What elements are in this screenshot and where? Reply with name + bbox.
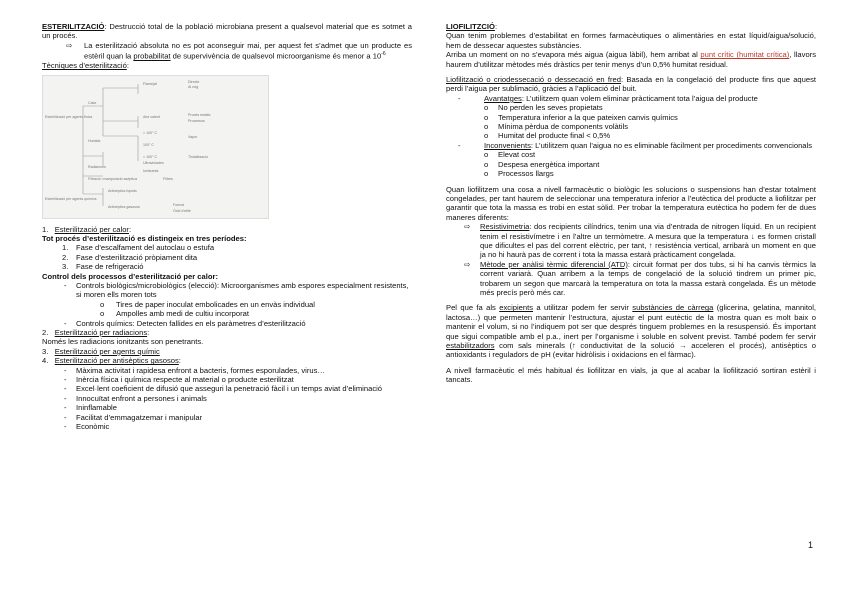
- circle-bullet-icon: o: [484, 169, 489, 179]
- page-number: 1: [808, 540, 814, 550]
- excipients-link[interactable]: excipients: [499, 303, 534, 313]
- advantage-item: o Humitat del producte final < 0,5%: [484, 131, 611, 141]
- control-heading: Control dels processos d’esterilització per calor:: [42, 271, 218, 281]
- drawback-item: o Despesa energètica important: [484, 159, 600, 169]
- circle-bullet-icon: o: [484, 131, 489, 141]
- figure-label: Directe: [188, 79, 200, 84]
- circle-bullet-icon: o: [484, 112, 489, 122]
- advantage-item: o Temperatura inferior a la que pateixen canvis químics: [484, 112, 678, 122]
- figure-label: Esterilització per agents físics: [45, 114, 93, 119]
- left-column: [42, 22, 412, 432]
- heat-intro: Tot procés d’esterilització es distingeix en tres períodes:: [42, 233, 247, 243]
- chemical-heading: 3. Esterilització per agents químic: [42, 346, 160, 356]
- figure-label: Calor: [88, 100, 97, 105]
- advantages-heading: - Avantatges: L’utilitzem quan volem eliminar pràcticament tota l’aigua del producte: [458, 93, 758, 103]
- figure-label: Antisèptics líquids: [108, 188, 137, 193]
- control-chem: - Controls químics: Detecten fallides en els paràmetres d’esterilització: [64, 318, 306, 328]
- figure-label: Radiacions: [88, 164, 106, 169]
- figure-label: Òxid d’etilè: [173, 208, 191, 213]
- method-resistivimetry: ⇨ Resistivimetria: dos recipients cilíndrics, tenim una via d’entrada de nitrogen líquid. En un recipient tenim el resistivímetre i en l’altre un termòmetre. A mesura que la temperatura ↓ es formen cristall que dificultes el pas del corrent elèctric, per tant, ↑ resistència vertical, arribarà un moment en que ja no hi haurà pas de corrent i tota la massa estarà pràcticament congelada.: [464, 222, 816, 260]
- circle-bullet-icon: o: [484, 103, 489, 113]
- lyophilization-intro: Quan tenim problemes d’estabilitat en formes farmacèutiques o alimentàries en estat líquid/aigua/solució, hem de dessecar aquestes substàncies.: [446, 31, 816, 50]
- gas-item: - Excel·lent coeficient de difusió que asseguri la penetració fàcil i un temps aviat d’eliminació: [64, 384, 383, 394]
- sterilization-definition: ESTERILITZACIÓ: Destrucció total de la població microbiana present a qualsevol material que es sotmet a un procés.: [42, 22, 412, 41]
- excipients-paragraph: Pel que fa als excipients a utilitzar podem fer servir substàncies de càrrega (glicerina, gelatina, mannitol, lactosa…) que permeten mantenir l’estructura, ajustar el punt eutèctic de la mostra quan es molt baix o mantenir el volum, si no l’indiquem pot ser que després tinguem problemes en la resuspensió. És important que sigui compatible amb el p.a., inert per l’organisme i soluble en solvent previst. També podem fer servir estabilitzadors com sals minerals (↑ conductivitat de la solució → acceleren el procés), antisèptics o antioxidants i reguladors de pH (evitar hidròlisis i oxidacions en el fàrmac).: [446, 303, 816, 360]
- gas-item: - Ininflamable: [64, 403, 117, 413]
- figure-label: Esterilització per agents químics: [45, 196, 97, 201]
- stabilizers-link[interactable]: estabilitzadors: [446, 341, 495, 350]
- right-column: [446, 22, 816, 385]
- critical-point-text: Arriba un moment on no s’evapora més aigua (aigua làbil), hem arribat al punt crític (humitat crítica), llavors haurem d’utilitzar mètodes més dràstics per tenir menys d’un 0,5% humitat residual.: [446, 50, 816, 69]
- advantage-item: o No perden les seves propietats: [484, 103, 603, 113]
- figure-label: Antisèptics gasosos: [108, 204, 140, 209]
- figure-label: Filtració i manipulació asèptica: [88, 176, 137, 181]
- drawback-item: o Elevat cost: [484, 150, 536, 160]
- method-dta: ⇨ Mètode per anàlisi tèrmic diferencial (ATD): circuit format per dos tubs, si hi ha canvis tèrmics la corrent variarà. Quan arribem a la temps de congelació de la solució tindrem un primer pic, trobarem un segon que marcarà la temperatura on tota la massa estarà congelada. És un mètode més precís però més car.: [464, 259, 817, 297]
- figure-label: Vapor: [188, 134, 198, 139]
- radiation-heading: 2. Esterilització per radiacions:: [42, 328, 150, 338]
- circle-bullet-icon: o: [100, 309, 105, 319]
- figure-label: Aire calent: [143, 114, 160, 119]
- phase-item: 3. Fase de refrigeració: [62, 262, 144, 272]
- control-sub-item: o Tires de paper inoculat embolicades en un envàs individual: [100, 299, 315, 309]
- drawbacks-heading: - Inconvenients: L’utilitzem quan l’aigua no es eliminable fàcilment per procediments convencionals: [458, 140, 812, 150]
- circle-bullet-icon: o: [484, 159, 489, 169]
- gas-item: - Innocuïtat enfront a persones i animals: [64, 393, 207, 403]
- phase-item: 1. Fase d’escalfament del autoclau o estufa: [62, 243, 215, 253]
- gas-item: - Facilitat d’emmagatzemar i manipular: [64, 412, 203, 422]
- radiation-text: Només les radiacions ionitzants son penetrants.: [42, 337, 204, 347]
- gas-item: - Econòmic: [64, 422, 110, 432]
- sterilization-techniques-figure: [42, 75, 269, 219]
- figure-label: Al roig: [188, 84, 199, 89]
- figure-label: Flamejat: [143, 81, 157, 86]
- figure-label: Tindalització: [188, 154, 208, 159]
- figure-label: Humida: [88, 138, 101, 143]
- critical-point-link[interactable]: punt crític (humitat crítica): [700, 50, 790, 60]
- sterilization-title: ESTERILITZACIÓ: [42, 22, 105, 31]
- advantage-item: o Mínima pèrdua de components volàtils: [484, 122, 629, 132]
- techniques-heading: Tècniques d’esterilització:: [42, 61, 129, 71]
- figure-label: 100° C: [143, 142, 155, 147]
- circle-bullet-icon: o: [100, 299, 105, 309]
- probability-link[interactable]: probabilitat: [133, 51, 171, 61]
- gas-heading: 4. Esterilització per antisèptics gasosos:: [42, 356, 181, 366]
- drawback-item: o Processos llargs: [484, 169, 554, 179]
- arrow-bullet-icon: ⇨: [464, 222, 471, 232]
- figure-label: Ultraviolades: [143, 160, 164, 165]
- figure-label: < 100° C: [143, 154, 158, 159]
- techniques-tree-diagram: [43, 76, 268, 218]
- lyophilization-heading: LIOFILITZCIÓ:: [446, 22, 498, 31]
- vials-paragraph: A nivell farmacèutic el més habitual és liofilitzar en vials, ja que al acabar la liofilització sortiran estèril i tancats.: [446, 365, 816, 385]
- circle-bullet-icon: o: [484, 122, 489, 132]
- figure-label: > 100° C: [143, 130, 158, 135]
- figure-label: Filtres: [163, 176, 173, 181]
- figure-label: Procés estàtic: [188, 112, 211, 117]
- bulking-agents-link[interactable]: substàncies de càrrega: [632, 303, 714, 313]
- freezing-paragraph: Quan liofilitzem una cosa a nivell farmacèutic o biològic les solucions o suspensions han d’estar totalment congelades, per tant haurem de seleccionar una temperatura inferior a l’eutèctica del producte a liofilitzar per garantir que tota la massa es trobi en estat sòlid. Per trobar la temperatura eutèctica ho podem fer de dues maneres diferents:: [446, 184, 816, 222]
- gas-item: - Màxima activitat i rapidesa enfront a bacteris, formes esporulades, virus…: [64, 365, 326, 375]
- arrow-bullet-icon: ⇨: [464, 259, 471, 269]
- figure-label: Processos: [188, 118, 205, 123]
- arrow-bullet-icon: ⇨: [66, 40, 73, 50]
- control-bio: - Controls biològics/microbiològics (elecció): Microorganismes amb espores especialment resistents, si moren ells moren tots: [64, 281, 409, 300]
- figure-label: Ionitzants: [143, 168, 159, 173]
- figure-label: Formol: [173, 202, 185, 207]
- lyophilization-definition: Liofilització o criodessecació o dessecació en fred: Basada en la congelació del producte fins que aquest perdi l’aigua per sublimació, gràcies a l’aplicació del buit.: [446, 75, 816, 94]
- control-sub-item: o Ampolles amb medi de cultiu incorporat: [100, 309, 249, 319]
- heat-heading: 1. Esterilització per calor:: [42, 224, 132, 234]
- circle-bullet-icon: o: [484, 150, 489, 160]
- gas-item: - Inèrcia física i química respecte al material o producte esterilitzat: [64, 375, 294, 385]
- sterilization-note: ⇨ La esterilització absoluta no es pot aconseguir mai, per aquest fet s’admet que un producte es estèril quan la probabilitat de supervivència de qualsevol microorganisme és menor a $10^{-6}$: [66, 40, 412, 61]
- phase-item: 2. Fase d’esterilització pròpiament dita: [62, 252, 198, 262]
